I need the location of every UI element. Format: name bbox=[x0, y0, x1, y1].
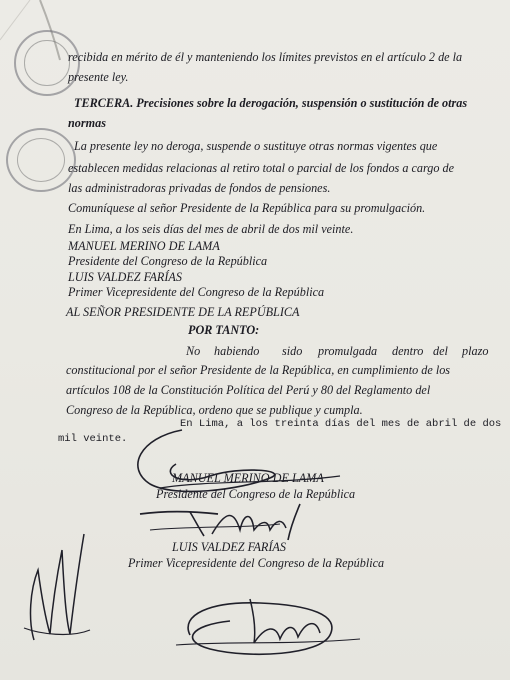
signer-title: Primer Vicepresidente del Congreso de la República bbox=[68, 285, 325, 299]
addressee-line: AL SEÑOR PRESIDENTE DE LA REPÚBLICA bbox=[66, 305, 300, 319]
text-line: constitucional por el señor Presidente de la República, en cumplimiento de los bbox=[66, 363, 451, 377]
text-line: artículos 108 de la Constitución Política del Perú y 80 del Reglamento del bbox=[66, 383, 431, 397]
text-word: promulgada bbox=[318, 344, 378, 358]
signature-title: Presidente del Congreso de la República bbox=[156, 487, 356, 501]
text-word: sido bbox=[282, 344, 303, 358]
handwritten-signature-bottom bbox=[170, 585, 370, 665]
handwritten-signature-valdez bbox=[130, 500, 330, 542]
section-heading: normas bbox=[68, 116, 106, 130]
typed-date-line: En Lima, a los treinta días del mes de abril de dos bbox=[180, 418, 502, 430]
section-heading: TERCERA. Precisiones sobre la derogación, suspensión o sustitución de otras bbox=[74, 96, 468, 110]
text-word: No bbox=[186, 344, 201, 358]
text-line: las administradoras privadas de fondos de pensiones. bbox=[68, 181, 331, 195]
signature-name: LUIS VALDEZ FARÍAS bbox=[172, 540, 286, 554]
text-word: del bbox=[433, 344, 448, 358]
congress-seal-stamp-2 bbox=[6, 128, 76, 192]
signature-name: MANUEL MERINO DE LAMA bbox=[172, 471, 324, 485]
text-word: dentro bbox=[392, 344, 424, 358]
text-line: establecen medidas relacionas al retiro total o parcial de los fondos a cargo de bbox=[68, 161, 454, 175]
text-line: recibida en mérito de él y manteniendo los límites previstos en el artículo 2 de la bbox=[68, 50, 463, 64]
typed-date-line: mil veinte. bbox=[58, 433, 128, 445]
text-line: presente ley. bbox=[68, 70, 129, 84]
text-word: habiendo bbox=[214, 344, 260, 358]
date-line: En Lima, a los seis días del mes de abril de dos mil veinte. bbox=[68, 222, 354, 236]
text-word: plazo bbox=[462, 344, 489, 358]
text-line: La presente ley no deroga, suspende o sustituye otras normas vigentes que bbox=[74, 139, 438, 153]
signer-name: MANUEL MERINO DE LAMA bbox=[68, 239, 220, 253]
text-line: Congreso de la República, ordeno que se publique y cumpla. bbox=[66, 403, 363, 417]
handwritten-signature-merino bbox=[120, 418, 360, 498]
signer-title: Presidente del Congreso de la República bbox=[68, 254, 268, 268]
por-tanto-heading: POR TANTO: bbox=[188, 323, 260, 337]
signature-title: Primer Vicepresidente del Congreso de la República bbox=[128, 556, 385, 570]
signer-name: LUIS VALDEZ FARÍAS bbox=[68, 270, 182, 284]
text-line: Comuníquese al señor Presidente de la República para su promulgación. bbox=[68, 201, 426, 215]
handwritten-signature-left-margin bbox=[20, 530, 100, 650]
